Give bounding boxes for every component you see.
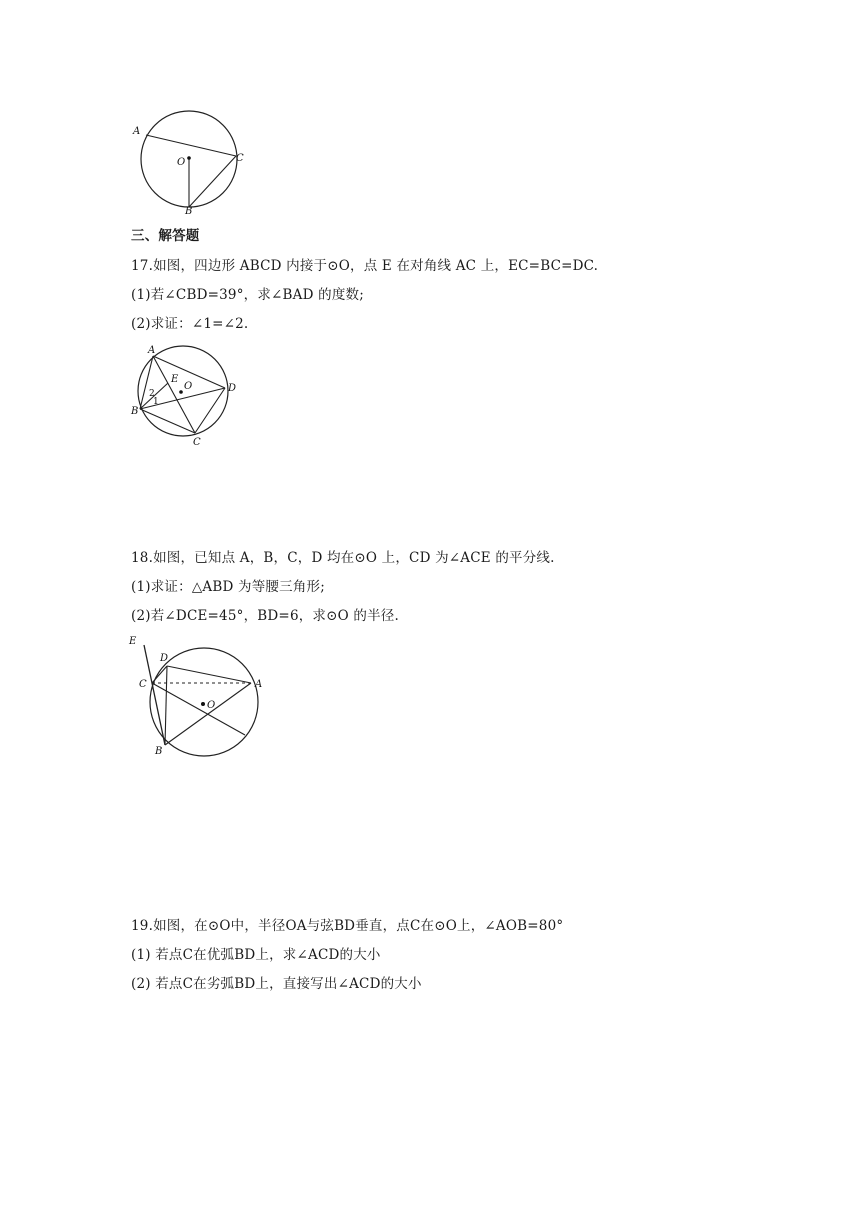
label-c: C	[193, 437, 201, 448]
figure-16-circle	[128, 110, 248, 220]
figure-16-svg	[128, 110, 248, 220]
segment-cd	[152, 666, 167, 683]
q19-part2: (2) 若点C在劣弧BD上，直接写出∠ACD的大小	[131, 976, 422, 992]
figure-18-svg	[124, 632, 274, 757]
angle-label-1: 1	[153, 397, 159, 407]
segment-ba	[165, 683, 251, 745]
label-e: E	[171, 374, 179, 385]
label-c: C	[139, 679, 147, 690]
side-cb	[140, 409, 195, 433]
q18-part1: (1)求证：△ABD 为等腰三角形;	[131, 579, 325, 595]
figure-17-circle	[128, 342, 248, 450]
q17-stem: 17.如图，四边形 ABCD 内接于⊙O，点 E 在对角线 AC 上，EC=BC=DC.	[131, 258, 599, 274]
center-point	[187, 156, 191, 160]
label-b: B	[131, 406, 139, 417]
section-heading: 三、解答题	[131, 228, 200, 244]
segment-da	[167, 666, 251, 683]
label-e: E	[129, 636, 137, 647]
q19-part1: (1) 若点C在优弧BD上，求∠ACD的大小	[131, 947, 381, 963]
label-o: O	[177, 157, 186, 168]
q19-stem: 19.如图，在⊙O中，半径OA与弦BD垂直，点C在⊙O上，∠AOB=80°	[131, 918, 564, 934]
label-d: D	[228, 383, 237, 394]
label-d: D	[160, 653, 169, 664]
chord-ac	[146, 135, 236, 156]
segment-db	[165, 666, 167, 745]
label-c: C	[236, 153, 244, 164]
figure-18-circle	[124, 632, 274, 757]
angle-label-2: 2	[149, 389, 155, 399]
label-o: O	[207, 700, 216, 711]
center-point	[179, 390, 183, 394]
q17-part1: (1)若∠CBD=39°，求∠BAD 的度数;	[131, 287, 364, 303]
q18-part2: (2)若∠DCE=45°，BD=6，求⊙O 的半径.	[131, 608, 399, 624]
label-o: O	[184, 381, 193, 392]
q18-stem: 18.如图，已知点 A，B，C，D 均在⊙O 上，CD 为∠ACE 的平分线.	[131, 550, 555, 566]
label-a: A	[148, 345, 156, 356]
label-b: B	[155, 746, 163, 757]
diagonal-ac	[153, 356, 195, 433]
label-a: A	[255, 679, 263, 690]
label-b: B	[185, 206, 193, 217]
figure-17-svg	[128, 342, 248, 450]
label-a: A	[133, 126, 141, 137]
center-point	[201, 702, 205, 706]
q17-part2: (2)求证：∠1=∠2.	[131, 316, 249, 332]
chord-cb	[189, 156, 236, 207]
